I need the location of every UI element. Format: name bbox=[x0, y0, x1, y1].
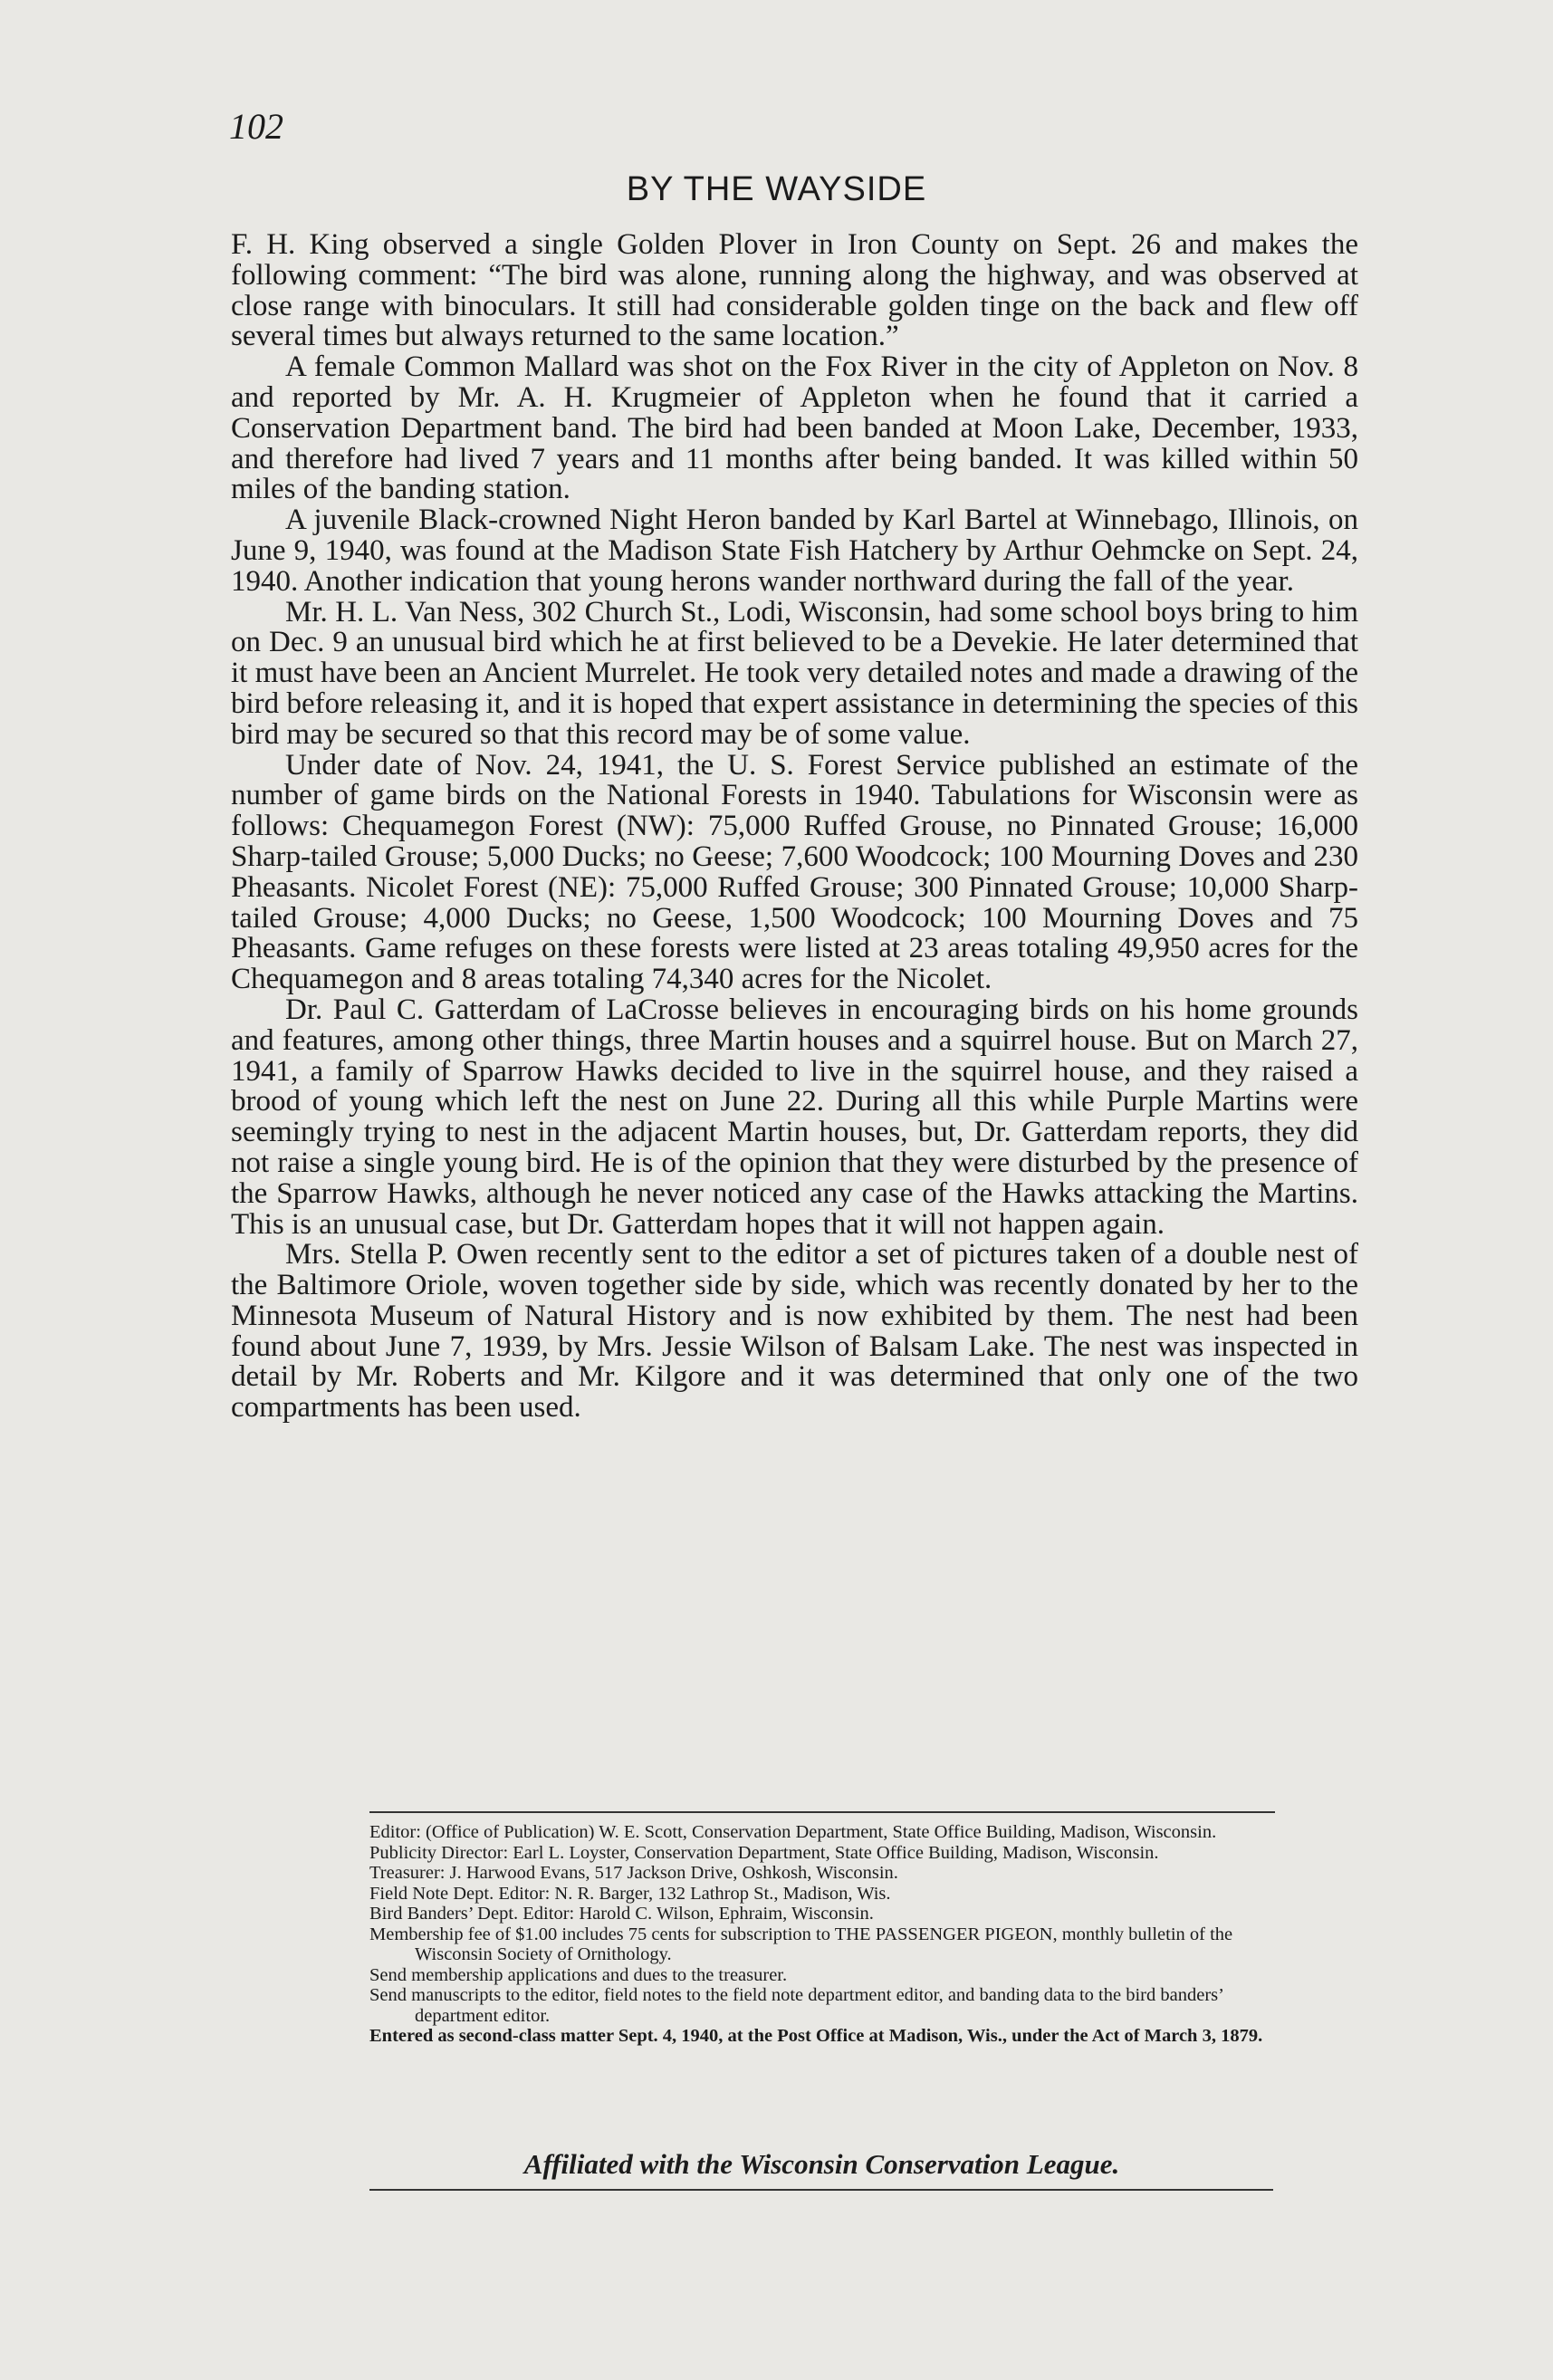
paragraph-ancient-murrelet: Mr. H. L. Van Ness, 302 Church St., Lodi, Wisconsin, had some school boys bring to him on Dec. 9 an unusual bird which he at first believed to be a Devekie. He later determined that it must have been an Ancient Murrelet. He took very detailed notes and made a drawing of the bird before releasing it, and it is hoped that expert assistance in determining the species of this bird may be secured so that this record may be of some value. bbox=[231, 595, 1358, 751]
masthead-membership-fee: Membership fee of $1.00 includes 75 cents for subscription to THE PASSENGER PIGEON, monthly bulletin of the Wisconsin Society of Ornithology. bbox=[369, 1924, 1233, 1964]
affiliation-line: Affiliated with the Wisconsin Conservation League. bbox=[523, 2148, 1120, 2180]
footer-divider bbox=[369, 2189, 1273, 2191]
masthead-send-applications: Send membership applications and dues to the treasurer. bbox=[369, 1964, 788, 1985]
article-body bbox=[231, 230, 1358, 1424]
masthead-editor: Editor: (Office of Publication) W. E. Scott, Conservation Department, State Office Building, Madison, Wisconsin. bbox=[369, 1822, 1217, 1842]
masthead-divider bbox=[369, 1811, 1275, 1813]
masthead-send-manuscripts: Send manuscripts to the editor, field notes to the field note department editor, and banding data to the bird banders’ department editor. bbox=[369, 1985, 1223, 2026]
masthead-bird-banders-editor: Bird Banders’ Dept. Editor: Harold C. Wilson, Ephraim, Wisconsin. bbox=[369, 1904, 874, 1924]
masthead-treasurer: Treasurer: J. Harwood Evans, 517 Jackson Drive, Oshkosh, Wisconsin. bbox=[369, 1863, 898, 1883]
masthead-publicity-director: Publicity Director: Earl L. Loyster, Conservation Department, State Office Building, Madison, Wisconsin. bbox=[369, 1842, 1159, 1863]
paragraph-golden-plover: F. H. King observed a single Golden Plover in Iron County on Sept. 26 and makes the following comment: “The bird was alone, running along the highway, and was observed at close range with binoculars. It still had considerable golden tinge on the back and flew off several times but always returned to the same location.” bbox=[231, 228, 1358, 353]
paragraph-oriole-nest: Mrs. Stella P. Owen recently sent to the editor a set of pictures taken of a double nest of the Baltimore Oriole, woven together side by side, which was recently donated by her to the Minnesota Museum of Natural History and is now exhibited by them. The nest had been found about June 7, 1939, by Mrs. Jessie Wilson of Balsam Lake. The nest was inspected in detail by Mr. Roberts and Mr. Kilgore and it was determined that only one of the two compartments has been used. bbox=[231, 1238, 1358, 1425]
paragraph-night-heron: A juvenile Black-crowned Night Heron banded by Karl Bartel at Winnebago, Illinois, on June 9, 1940, was found at the Madison State Fish Hatchery by Arthur Oehmcke on Sept. 24, 1940. Another indication that young herons wander northward during the fall of the year. bbox=[231, 504, 1358, 598]
masthead bbox=[369, 1822, 1275, 2047]
masthead-field-note-editor: Field Note Dept. Editor: N. R. Barger, 132 Lathrop St., Madison, Wis. bbox=[369, 1883, 891, 1904]
page-number: 102 bbox=[229, 106, 283, 147]
paragraph-sparrow-hawks: Dr. Paul C. Gatterdam of LaCrosse believes in encouraging birds on his home grounds and features, among other things, three Martin houses and a squirrel house. But on March 27, 1941, a family of Sparrow Hawks decided to live in the squirrel house, and they raised a brood of young which left the nest on June 22. During all this while Purple Martins were seemingly trying to nest in the adjacent Martin houses, but, Dr. Gatterdam reports, they did not raise a single young bird. He is of the opinion that they were disturbed by the presence of the Sparrow Hawks, although he never noticed any case of the Hawks attacking the Martins. This is an unusual case, but Dr. Gatterdam hopes that it will not happen again. bbox=[231, 993, 1358, 1241]
section-title: BY THE WAYSIDE bbox=[626, 170, 927, 208]
paragraph-mallard: A female Common Mallard was shot on the Fox River in the city of Appleton on Nov. 8 and reported by Mr. A. H. Krugmeier of Appleton when he found that it carried a Conservation Department band. The bird had been banded at Moon Lake, December, 1933, and therefore had lived 7 years and 11 months after being banded. It was killed within 50 miles of the banding station. bbox=[231, 350, 1358, 506]
paragraph-forest-game-birds: Under date of Nov. 24, 1941, the U. S. Forest Service published an estimate of the number of game birds on the National Forests in 1940. Tabulations for Wisconsin were as follows: Chequamegon Forest (NW): 75,000 Ruffed Grouse, no Pinnated Grouse; 16,000 Sharp-tailed Grouse; 5,000 Ducks; no Geese; 7,600 Woodcock; 100 Mourning Doves and 230 Pheasants. Nicolet Forest (NE): 75,000 Ruffed Grouse; 300 Pinnated Grouse; 10,000 Sharp-tailed Grouse; 4,000 Ducks; no Geese, 1,500 Woodcock; 100 Mourning Doves and 75 Pheasants. Game refuges on these forests were listed at 23 areas totaling 49,950 acres for the Chequamegon and 8 areas totaling 74,340 acres for the Nicolet. bbox=[231, 748, 1358, 996]
masthead-postal-entry: Entered as second-class matter Sept. 4, 1940, at the Post Office at Madison, Wis., under the Act of March 3, 1879. bbox=[369, 2026, 1263, 2046]
